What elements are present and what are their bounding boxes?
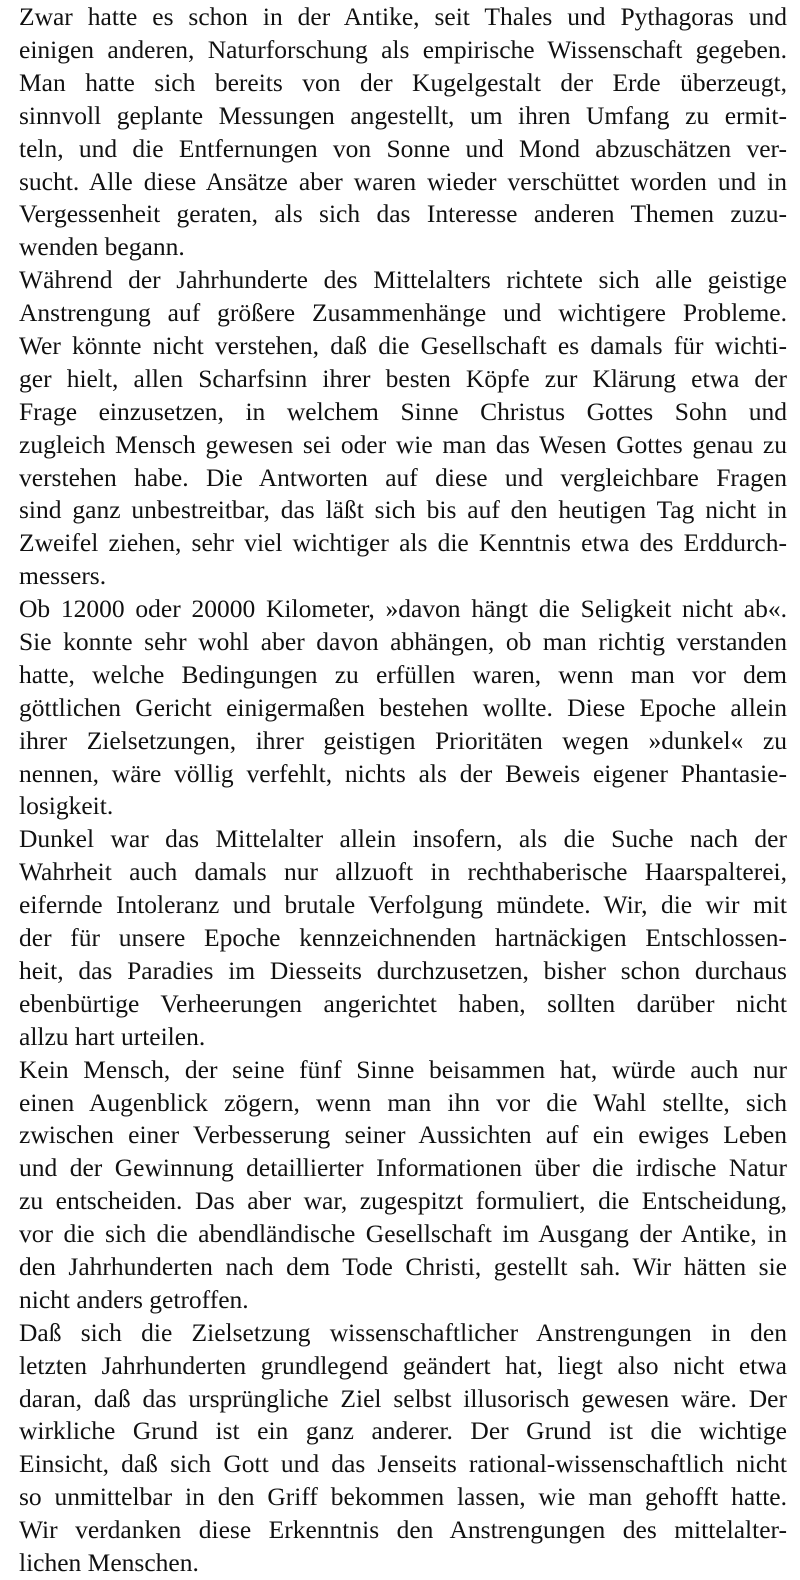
text-line: göttlichen Gericht einigermaßen bestehen wollte. Diese Epoche allein — [19, 692, 787, 722]
text-line: Zweifel ziehen, sehr viel wichtiger als die Kenntnis etwa des Erddurch- — [19, 528, 787, 558]
text-line: verstehen habe. Die Antworten auf diese und vergleichbare Fragen — [19, 462, 787, 492]
text-line: daran, daß das ursprüngliche Ziel selbst illusorisch gewesen wäre. Der — [19, 1383, 787, 1413]
text-line: sinnvoll geplante Messungen angestellt, um ihren Umfang zu ermit- — [19, 100, 787, 130]
text-line: Während der Jahrhunderte des Mittelalters richtete sich alle geistige — [19, 265, 787, 295]
text-line: nicht anders getroffen. — [19, 1284, 249, 1314]
text-line: wenden begann. — [19, 232, 185, 262]
text-line: der für unsere Epoche kennzeichnenden hartnäckigen Entschlossen- — [19, 923, 787, 953]
text-line: messers. — [19, 561, 107, 591]
text-line: eifernde Intoleranz und brutale Verfolgung mündete. Wir, die wir mit — [19, 890, 787, 920]
text-line: Man hatte sich bereits von der Kugelgestalt der Erde überzeugt, — [19, 67, 787, 97]
text-line: Ob 12000 oder 20000 Kilometer, »davon hängt die Seligkeit nicht ab«. — [19, 594, 787, 624]
text-line: letzten Jahrhunderten grundlegend geändert hat, liegt also nicht etwa — [19, 1350, 787, 1380]
text-line: sind ganz unbestreitbar, das läßt sich bis auf den heutigen Tag nicht in — [19, 495, 787, 525]
text-line: Daß sich die Zielsetzung wissenschaftlicher Anstrengungen in den — [19, 1317, 787, 1347]
text-line: Sie konnte sehr wohl aber davon abhängen, ob man richtig verstanden — [19, 627, 787, 657]
text-line: Anstrengung auf größere Zusammenhänge und wichtigere Probleme. — [19, 298, 787, 328]
text-line: wirkliche Grund ist ein ganz anderer. Der Grund ist die wichtige — [19, 1416, 787, 1446]
text-line: Einsicht, daß sich Gott und das Jenseits rational-wissenschaftlich nicht — [19, 1449, 787, 1479]
text-line: Wahrheit auch damals nur allzuoft in rechthaberische Haarspalterei, — [19, 857, 787, 887]
text-line: einen Augenblick zögern, wenn man ihn vor die Wahl stellte, sich — [19, 1087, 787, 1117]
text-line: einigen anderen, Naturforschung als empirische Wissenschaft gegeben. — [19, 35, 787, 64]
text-line: Dunkel war das Mittelalter allein insofern, als die Suche nach der — [19, 824, 787, 854]
text-line: so unmittelbar in den Griff bekommen lassen, wie man gehofft hatte. — [19, 1482, 787, 1512]
text-line: vor die sich die abendländische Gesellschaft im Ausgang der Antike, in — [19, 1219, 787, 1249]
text-line: Kein Mensch, der seine fünf Sinne beisammen hat, würde auch nur — [19, 1054, 787, 1084]
text-line: heit, das Paradies im Diesseits durchzusetzen, bisher schon durchaus — [19, 955, 787, 985]
text-line: nennen, wäre völlig verfehlt, nichts als der Beweis eigener Phantasie- — [19, 758, 787, 788]
text-line: zugleich Mensch gewesen sei oder wie man das Wesen Gottes genau zu — [19, 429, 787, 459]
text-line: sucht. Alle diese Ansätze aber waren wieder verschüttet worden und in — [19, 166, 787, 196]
text-line: und der Gewinnung detaillierter Informationen über die irdische Natur — [19, 1153, 787, 1183]
text-line: ebenbürtige Verheerungen angerichtet haben, sollten darüber nicht — [19, 988, 787, 1018]
text-line: losigkeit. — [19, 791, 114, 821]
text-line: ger hielt, allen Scharfsinn ihrer besten Köpfe zur Klärung etwa der — [19, 363, 787, 393]
text-line: Frage einzusetzen, in welchem Sinne Christus Gottes Sohn und — [19, 396, 787, 426]
text-line: ihrer Zielsetzungen, ihrer geistigen Prioritäten wegen »dunkel« zu — [19, 725, 787, 755]
body-text — [19, 0, 787, 1580]
text-line: den Jahrhunderten nach dem Tode Christi, gestellt sah. Wir hätten sie — [19, 1251, 787, 1281]
text-line: Wir verdanken diese Erkenntnis den Anstrengungen des mittelalter- — [19, 1515, 787, 1545]
text-line: lichen Menschen. — [19, 1547, 199, 1577]
text-line: Zwar hatte es schon in der Antike, seit Thales und Pythagoras und — [19, 2, 787, 31]
text-line: Wer könnte nicht verstehen, daß die Gesellschaft es damals für wichti- — [19, 331, 787, 361]
text-line: teln, und die Entfernungen von Sonne und Mond abzuschätzen ver- — [19, 133, 787, 163]
text-line: Vergessenheit geraten, als sich das Interesse anderen Themen zuzu- — [19, 199, 787, 229]
text-line: zwischen einer Verbesserung seiner Aussichten auf ein ewiges Leben — [19, 1120, 787, 1150]
text-line: zu entscheiden. Das aber war, zugespitzt formuliert, die Entscheidung, — [19, 1186, 787, 1216]
text-line: allzu hart urteilen. — [19, 1021, 206, 1051]
text-line: hatte, welche Bedingungen zu erfüllen waren, wenn man vor dem — [19, 659, 787, 689]
